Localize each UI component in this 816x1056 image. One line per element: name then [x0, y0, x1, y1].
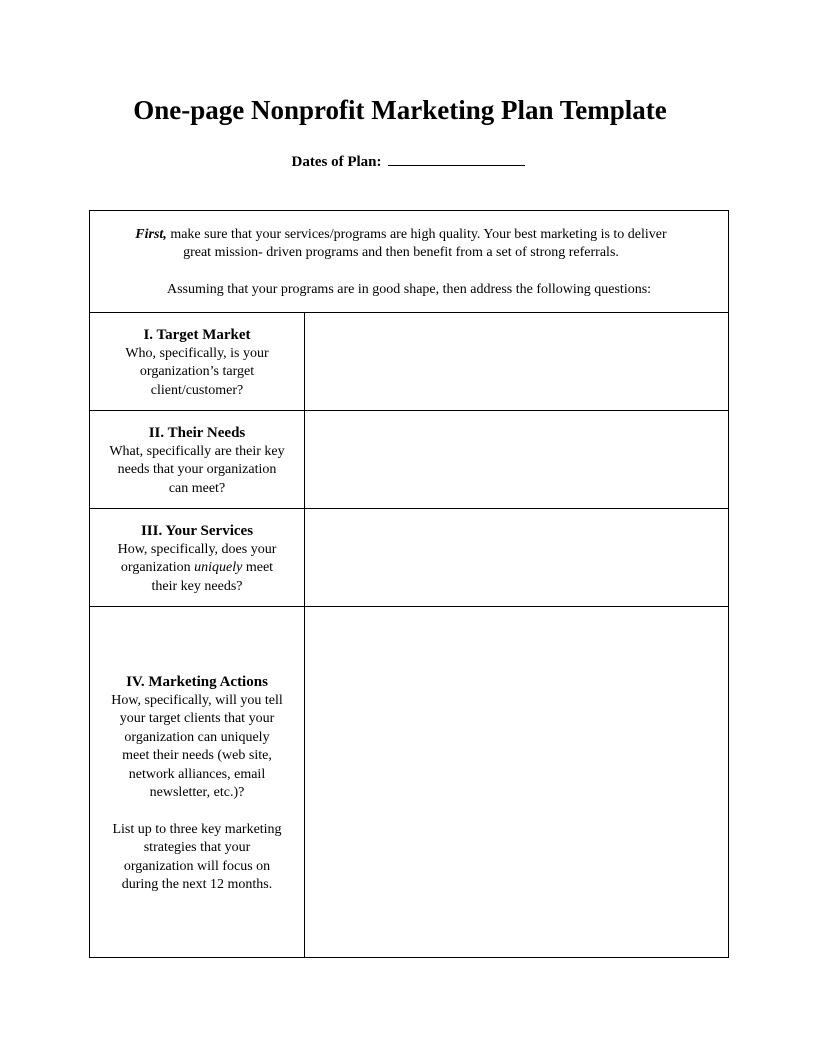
spacer — [94, 803, 300, 821]
question-line: meet their needs (web site, — [122, 748, 272, 763]
answer-cell-their-needs[interactable] — [305, 411, 728, 508]
question-line: How, specifically, does your — [117, 541, 277, 557]
question-line: What, specifically are their key — [109, 443, 285, 459]
question-line: How, specifically, will you tell — [111, 692, 283, 708]
question-line: organization can uniquely — [124, 729, 270, 745]
dates-of-plan — [0, 151, 816, 171]
question-line-part: organization — [120, 560, 195, 575]
intro-line-2: great mission- driven programs and then benefit from a set of strong referrals. — [183, 245, 619, 260]
question-line-part: meet — [242, 560, 274, 575]
dates-of-plan-label: Dates of Plan: — [291, 154, 382, 170]
question-cell-their-needs — [90, 411, 305, 508]
question-line: newsletter, etc.)? — [149, 785, 245, 800]
heading-their-needs: II. Their Needs — [148, 425, 246, 441]
question-line: during the next 12 months. — [121, 877, 273, 892]
intro-line-1: make sure that your services/programs are high quality. Your best marketing is to deliver — [166, 227, 667, 242]
question-line: network alliances, email — [128, 766, 266, 782]
dates-of-plan-blank[interactable] — [388, 151, 525, 166]
answer-cell-your-services[interactable] — [305, 509, 728, 606]
emphasis-uniquely: uniquely — [194, 560, 243, 575]
question-line: organization’s target — [139, 364, 255, 379]
question-line: List up to three key marketing — [112, 821, 282, 837]
row-target-market — [90, 313, 728, 411]
question-cell-your-services — [90, 509, 305, 606]
intro-cell — [90, 211, 728, 313]
question-cell-target-market — [90, 313, 305, 410]
answer-cell-marketing-actions[interactable] — [305, 607, 728, 957]
question-line: organization will focus on — [123, 858, 271, 874]
question-line: can meet? — [168, 480, 226, 496]
document-title: One-page Nonprofit Marketing Plan Template — [133, 95, 667, 125]
row-your-services — [90, 509, 728, 607]
question-line: client/customer? — [150, 382, 244, 398]
intro-paragraph — [104, 226, 698, 262]
row-their-needs — [90, 411, 728, 509]
answer-cell-target-market[interactable] — [305, 313, 728, 410]
plan-table — [89, 210, 729, 958]
heading-marketing-actions: IV. Marketing Actions — [126, 674, 268, 690]
heading-target-market: I. Target Market — [143, 327, 251, 343]
row-marketing-actions — [90, 607, 728, 957]
heading-your-services: III. Your Services — [140, 523, 254, 539]
question-line — [94, 559, 300, 578]
question-line: needs that your organization — [117, 462, 277, 477]
intro-first-word: First, — [135, 227, 167, 242]
question-line: Who, specifically, is your — [125, 345, 269, 361]
question-cell-marketing-actions — [90, 607, 305, 957]
intro-instruction: Assuming that your programs are in good shape, then address the following questions: — [166, 282, 652, 297]
question-line: your target clients that your — [119, 711, 275, 726]
question-line: their key needs? — [151, 578, 243, 594]
question-line: strategies that your — [143, 840, 251, 855]
